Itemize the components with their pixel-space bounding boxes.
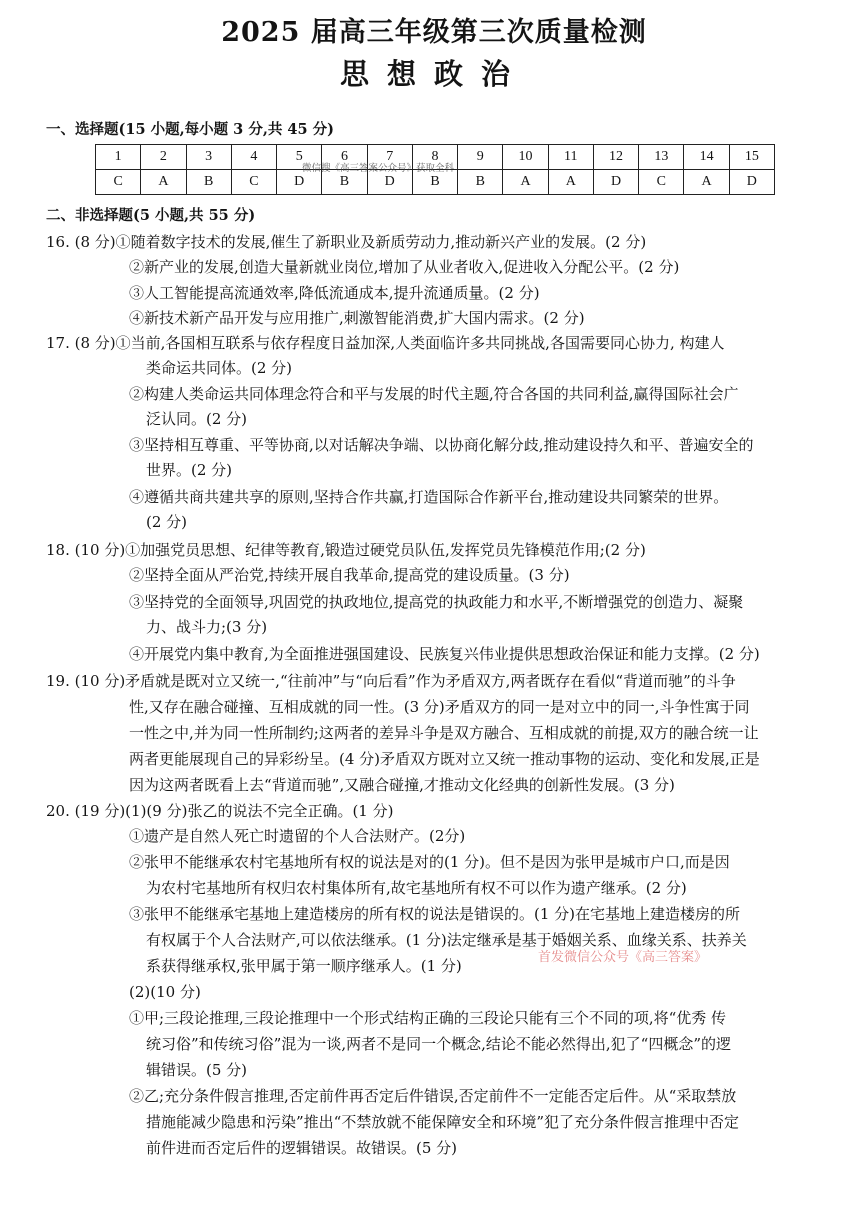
answer-cell: D	[277, 170, 322, 195]
answer-cell: A	[503, 170, 548, 195]
answer-cell: C	[639, 170, 684, 195]
subject-title: 思想政治	[339, 57, 528, 91]
answer-cell: D	[593, 170, 638, 195]
answer-line: 性,又存在融合碰撞、互相成就的同一性。(3 分)矛盾双方的同一是对立中的同一,斗争性寓于同	[129, 698, 750, 716]
answer-line: ①甲;三段论推理,三段论推理中一个形式结构正确的三段论只能有三个不同的项,将“优秀 传	[129, 1009, 727, 1027]
answer-line: 力、战斗力;(3 分)	[146, 618, 268, 636]
answer-cell: B	[412, 170, 457, 195]
question-number: 8	[412, 145, 457, 170]
answer-cell: B	[458, 170, 503, 195]
answer-cell: C	[96, 170, 141, 195]
answer-line: ①遗产是自然人死亡时遗留的个人合法财产。(2分)	[129, 827, 466, 845]
question-number: 7	[367, 145, 412, 170]
question-number: 11	[548, 145, 593, 170]
question-number: 14	[684, 145, 729, 170]
answer-line: 措施能减少隐患和污染”推出“不禁放就不能保障安全和环境”犯了充分条件假言推理中否定	[146, 1113, 740, 1131]
answer-line: 16. (8 分)①随着数字技术的发展,催生了新职业及新质劳动力,推动新兴产业的发展。(2 分)	[46, 233, 647, 251]
question-number: 2	[141, 145, 186, 170]
question-number: 1	[96, 145, 141, 170]
answer-line: 前件进而否定后件的逻辑错误。故错误。(5 分)	[146, 1139, 458, 1157]
answer-line: ④新技术新产品开发与应用推广,刺激智能消费,扩大国内需求。(2 分)	[129, 309, 585, 327]
exam-title: 2025 届高三年级第三次质量检测	[221, 17, 647, 48]
answer-line: ②新产业的发展,创造大量新就业岗位,增加了从业者收入,促进收入分配公平。(2 分)	[129, 258, 680, 276]
answer-line: 系获得继承权,张甲属于第一顺序继承人。(1 分)	[146, 957, 462, 975]
answer-line: 为农村宅基地所有权归农村集体所有,故宅基地所有权不可以作为遗产继承。(2 分)	[146, 879, 687, 897]
answer-line: 世界。(2 分)	[146, 461, 233, 479]
answer-line: 因为这两者既看上去“背道而驰”,又融合碰撞,才推动文化经典的创新性发展。(3 分)	[129, 776, 675, 794]
answer-cell: B	[186, 170, 231, 195]
answer-line: ④遵循共商共建共享的原则,坚持合作共赢,打造国际合作新平台,推动建设共同繁荣的世界。	[129, 488, 729, 506]
answer-line: ③坚持党的全面领导,巩固党的执政地位,提高党的执政能力和水平,不断增强党的创造力、凝聚	[129, 593, 744, 611]
question-number: 10	[503, 145, 548, 170]
answer-line: 两者更能展现自己的异彩纷呈。(4 分)矛盾双方既对立又统一推动事物的运动、变化和发展,正是	[129, 750, 760, 768]
question-number: 4	[231, 145, 276, 170]
answer-line: 泛认同。(2 分)	[146, 410, 248, 428]
answer-line: ③人工智能提高流通效率,降低流通成本,提升流通质量。(2 分)	[129, 284, 540, 302]
question-number: 5	[277, 145, 322, 170]
answer-cell: A	[684, 170, 729, 195]
answer-cell: D	[367, 170, 412, 195]
section2-heading: 二、非选择题(5 小题,共 55 分)	[46, 207, 256, 224]
answer-line: ③坚持相互尊重、平等协商,以对话解决争端、以协商化解分歧,推动建设持久和平、普遍安全的	[129, 436, 754, 454]
question-number: 15	[729, 145, 774, 170]
answer-line: 辑错误。(5 分)	[146, 1061, 248, 1079]
question-number: 12	[593, 145, 638, 170]
answer-line: 17. (8 分)①当前,各国相互联系与依存程度日益加深,人类面临许多共同挑战,各国需要同心协力, 构建人	[46, 334, 725, 352]
answer-cell: D	[729, 170, 774, 195]
answer-line: ④开展党内集中教育,为全面推进强国建设、民族复兴伟业提供思想政治保证和能力支撑。(2 分)	[129, 645, 760, 663]
answer-line: 18. (10 分)①加强党员思想、纪律等教育,锻造过硬党员队伍,发挥党员先锋模范作用;(2 分)	[46, 541, 646, 559]
answer-cell: C	[231, 170, 276, 195]
answer-line: ②构建人类命运共同体理念符合和平与发展的时代主题,符合各国的共同利益,赢得国际社会广	[129, 385, 739, 403]
answer-line: 一性之中,并为同一性所制约;这两者的差异斗争是双方融合、互相成就的前提,双方的融合统一让	[129, 724, 759, 742]
section1-heading: 一、选择题(15 小题,每小题 3 分,共 45 分)	[46, 121, 335, 138]
answer-line: ②张甲不能继承农村宅基地所有权的说法是对的(1 分)。但不是因为张甲是城市户口,而是因	[129, 853, 730, 871]
question-number: 9	[458, 145, 503, 170]
question-number: 6	[322, 145, 367, 170]
question-number: 3	[186, 145, 231, 170]
answer-line: 20. (19 分)(1)(9 分)张乙的说法不完全正确。(1 分)	[46, 802, 394, 820]
answer-cell: B	[322, 170, 367, 195]
question-number: 13	[639, 145, 684, 170]
answer-line: ②乙;充分条件假言推理,否定前件再否定后件错误,否定前件不一定能否定后件。从“采取禁放	[129, 1087, 737, 1105]
watermark-text: 首发微信公众号《高三答案》	[538, 950, 708, 965]
answer-line: 统习俗”和传统习俗”混为一谈,两者不是同一个概念,结论不能必然得出,犯了“四概念”的逻	[146, 1035, 731, 1053]
answer-line: 19. (10 分)矛盾就是既对立又统一,“往前冲”与“向后看”作为矛盾双方,两者既存在看似“背道而驰”的斗争	[46, 672, 736, 690]
answer-cell: A	[548, 170, 593, 195]
answer-line: ③张甲不能继承宅基地上建造楼房的所有权的说法是错误的。(1 分)在宅基地上建造楼房的所	[129, 905, 741, 923]
answer-line: (2)(10 分)	[129, 983, 201, 1001]
watermark-text: 微信搜《高三答案公众号》获取全科	[302, 163, 455, 174]
answer-cell: A	[141, 170, 186, 195]
answer-line: 有权属于个人合法财产,可以依法继承。(1 分)法定继承是基于婚姻关系、血缘关系、扶养关	[146, 931, 747, 949]
answer-line: (2 分)	[146, 513, 188, 531]
answer-line: ②坚持全面从严治党,持续开展自我革命,提高党的建设质量。(3 分)	[129, 566, 570, 584]
answer-line: 类命运共同体。(2 分)	[146, 359, 293, 377]
